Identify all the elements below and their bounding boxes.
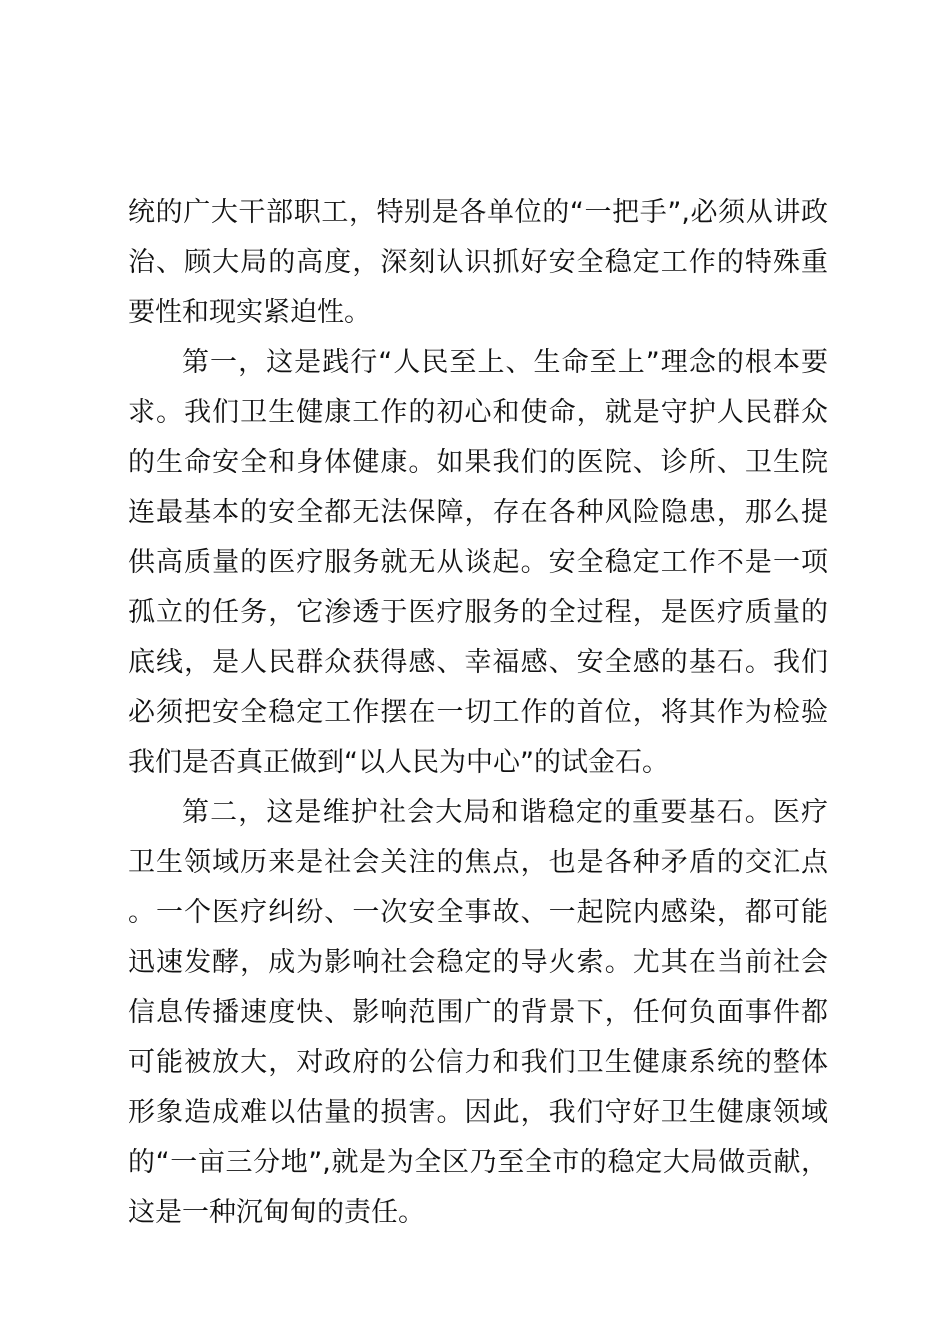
document-body [128, 188, 828, 1238]
paragraph-second-point: 第二，这是维护社会大局和谐稳定的重要基石。医疗卫生领域历来是社会关注的焦点，也是各种矛盾的交汇点。一个医疗纠纷、一次安全事故、一起院内感染，都可能迅速发酵，成为影响社会稳定的导火索。尤其在当前社会信息传播速度快、影响范围广的背景下，任何负面事件都可能被放大，对政府的公信力和我们卫生健康系统的整体形象造成难以估量的损害。因此，我们守好卫生健康领域的“一亩三分地”,就是为全区乃至全市的稳定大局做贡献，这是一种沉甸甸的责任。 [128, 797, 828, 1228]
paragraph-first-point: 第一，这是践行“人民至上、生命至上”理念的根本要求。我们卫生健康工作的初心和使命，就是守护人民群众的生命安全和身体健康。如果我们的医院、诊所、卫生院连最基本的安全都无法保障，存在各种风险隐患，那么提供高质量的医疗服务就无从谈起。安全稳定工作不是一项孤立的任务，它渗透于医疗服务的全过程，是医疗质量的底线，是人民群众获得感、幸福感、安全感的基石。我们必须把安全稳定工作摆在一切工作的首位，将其作为检验我们是否真正做到“以人民为中心”的试金石。 [128, 347, 828, 778]
paragraph-continuation: 统的广大干部职工，特别是各单位的“一把手”,必须从讲政治、顾大局的高度，深刻认识抓好安全稳定工作的特殊重要性和现实紧迫性。 [128, 197, 828, 328]
